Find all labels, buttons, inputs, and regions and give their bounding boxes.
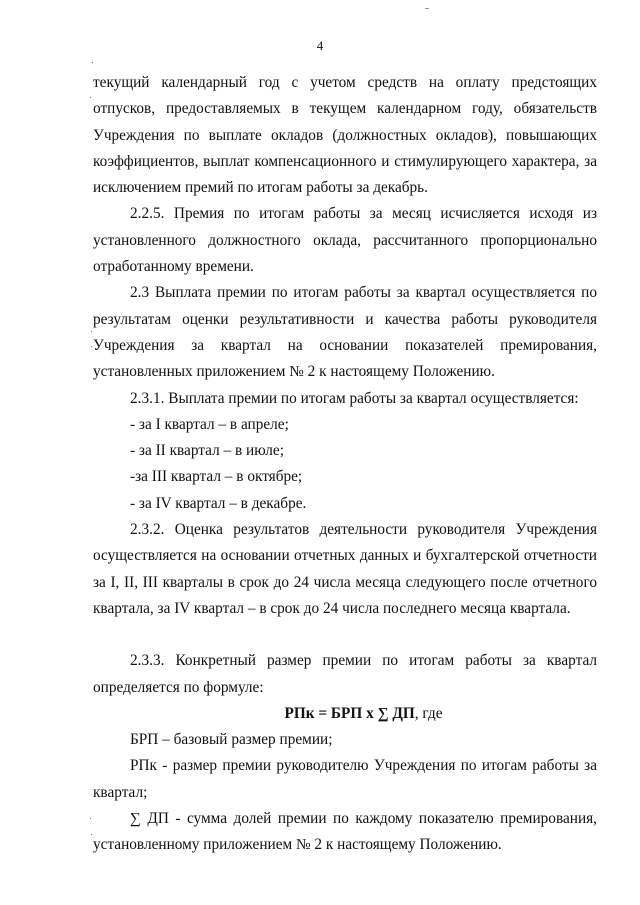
definition-sum-dp: ∑ ДП - сумма долей премии по каждому показателю премирования, установленному приложением № 2 к настоящему Положению. — [93, 810, 597, 854]
definition-rpk: РПк - размер премии руководителю Учреждения по итогам работы за квартал; — [93, 757, 597, 801]
scan-speck — [425, 8, 429, 9]
paragraph-gap — [93, 622, 597, 648]
list-item-quarter-3: -за III квартал – в октябре; — [130, 468, 303, 486]
paragraph-continuation: текущий календарный год с учетом средств на оплату предстоящих отпусков, предоставляемых в текущем календарном году, обязательств Учреждения по выплате окладов (должностных окладов), повышающих коэффициентов, выплат компенсационного и стимулирующего характера, за исключением премий по итогам работы за декабрь. — [93, 74, 597, 197]
page-number: 4 — [316, 38, 324, 53]
list-item-quarter-1: - за I квартал – в апреле; — [130, 415, 289, 433]
paragraph-2-3-1: 2.3.1. Выплата премии по итогам работы за квартал осуществляется: — [130, 389, 579, 407]
formula-tail: , где — [414, 704, 443, 722]
document-body — [93, 70, 597, 859]
scan-speck — [91, 834, 92, 835]
list-item-quarter-2: - за II квартал – в июле; — [130, 442, 284, 460]
scan-speck — [90, 818, 91, 819]
scan-speck — [90, 97, 91, 98]
paragraph-2-3: 2.3 Выплата премии по итогам работы за квартал осуществляется по результатам оценки результативности и качества работы руководителя Учреждения за квартал на основании показателей премирования, установленных приложением № 2 к настоящему Положению. — [93, 284, 597, 381]
formula-expression: РПк = БРП х ∑ ДП — [284, 704, 415, 722]
scan-speck — [91, 331, 92, 332]
list-item-quarter-4: - за IV квартал – в декабре. — [130, 494, 307, 512]
paragraph-2-2-5: 2.2.5. Премия по итогам работы за месяц исчисляется исходя из установленного должностного оклада, рассчитанного пропорционально отработанному времени. — [93, 205, 597, 276]
paragraph-2-3-3: 2.3.3. Конкретный размер премии по итогам работы за квартал определяется по формуле: — [93, 652, 597, 696]
definition-brp: БРП – базовый размер премии; — [130, 731, 333, 749]
scan-speck — [91, 346, 92, 347]
paragraph-2-3-2: 2.3.2. Оценка результатов деятельности руководителя Учреждения осуществляется на основании отчетных данных и бухгалтерской отчетности за I, II, III кварталы в срок до 24 числа месяца следующего после отчетного квартала, за IV квартал – в срок до 24 числа последнего месяца квартала. — [93, 521, 597, 617]
formula-line — [93, 701, 597, 727]
scan-speck — [92, 62, 93, 63]
